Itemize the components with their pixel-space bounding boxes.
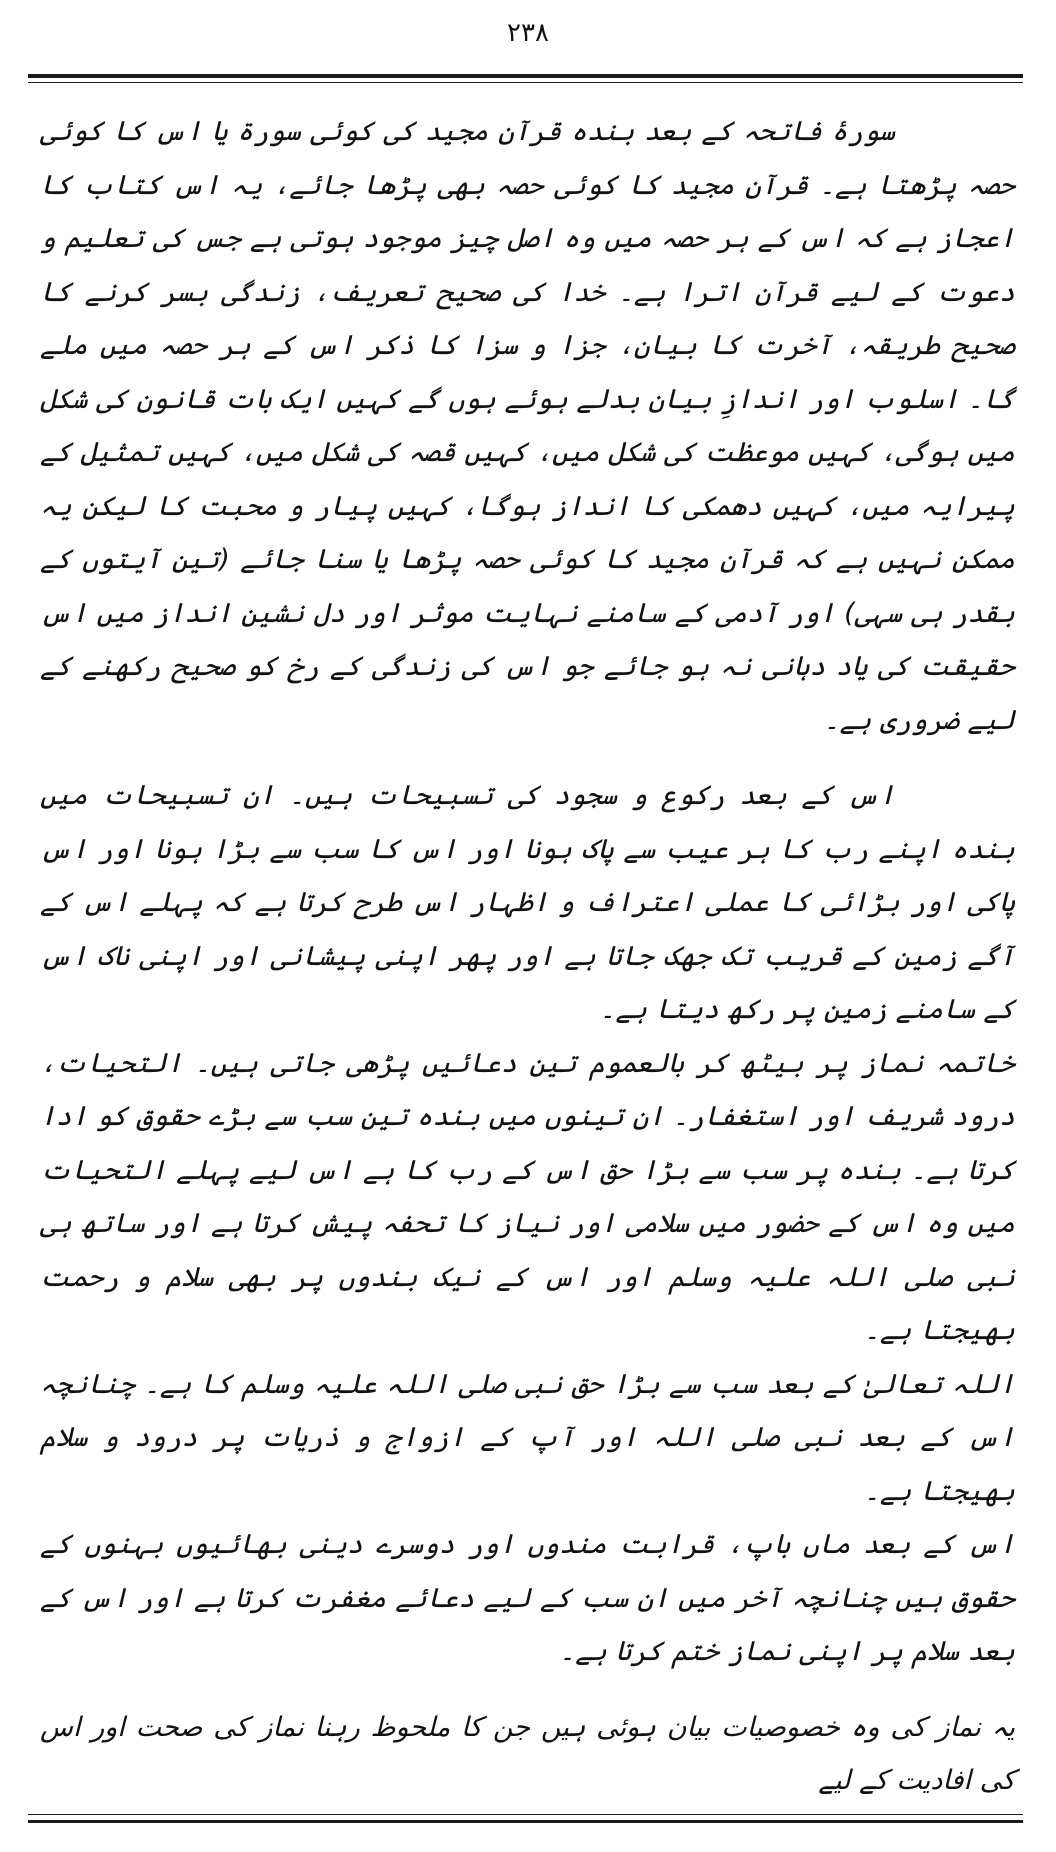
footer-rule-thin [28, 1814, 1023, 1815]
page-number: ۲۳۸ [507, 18, 549, 48]
paragraph-final-sitting: خاتمہ نماز پر بیٹھ کر بالعموم تین دعائیں پڑھی جاتی ہیں۔ التحیات، درود شریف اور استغفار۔ ان تینوں میں بندہ تین سب سے بڑے حقوق کو ادا کرتا ہے۔ بندہ پر سب سے بڑا حق اس کے رب کا ہے اس لیے پہلے التحیات میں وہ اس کے حضور میں سلامی اور نیاز کا تحفہ پیش کرتا ہے اور ساتھ ہی نبی صلی اللہ علیہ وسلم اور اس کے نیک بندوں پر بھی سلام و رحمت بھیجتا ہے۔ [40, 1047, 1015, 1346]
paragraph-ruku-sujud: اس کے بعد رکوع و سجود کی تسبیحات ہیں۔ ان تسبیحات میں بندہ اپنے رب کا ہر عیب سے پاک ہونا اور اس کا سب سے بڑا ہونا اور اس پاکی اور بڑائی کا عملی اعتراف و اظہار اس طرح کرتا ہے کہ پہلے اس کے آگے زمین کے قریب تک جھک جاتا ہے اور پھر اپنی پیشانی اور اپنی ناک اس کے سامنے زمین پر رکھ دیتا ہے۔ [40, 780, 1015, 1025]
page-body [40, 105, 1015, 1808]
paragraph-closing-line: یہ نماز کی وہ خصوصیات بیان ہوئی ہیں جن کا ملحوظ رہنا نماز کی صحت اور اس کی افادیت کے لیے [40, 1711, 1015, 1796]
footer-rule-thick [28, 1820, 1023, 1823]
header-rule-thin [28, 82, 1023, 83]
paragraph-durood: اللہ تعالیٰ کے بعد سب سے بڑا حق نبی صلی اللہ علیہ وسلم کا ہے۔ چنانچہ اس کے بعد نبی صلی اللہ اور آپ کے ازواج و ذریات پر درود و سلام بھیجتا ہے۔ [40, 1368, 1015, 1507]
paragraph-parents-rights: اس کے بعد ماں باپ، قرابت مندوں اور دوسرے دینی بھائیوں بہنوں کے حقوق ہیں چنانچہ آخر میں ان سب کے لیے دعائے مغفرت کرتا ہے اور اس کے بعد سلام پر اپنی نماز ختم کرتا ہے۔ [40, 1529, 1015, 1667]
header-rule-thick [28, 74, 1023, 78]
paragraph-quran-recitation: سورۂ فاتحہ کے بعد بندہ قرآن مجید کی کوئی سورۃ یا اس کا کوئی حصہ پڑھتا ہے۔ قرآن مجید کا کوئی حصہ بھی پڑھا جائے، یہ اس کتاب کا اعجاز ہے کہ اس کے ہر حصہ میں وہ اصل چیز موجود ہوتی ہے جس کی تعلیم و دعوت کے لیے قرآن اترا ہے۔ خدا کی صحیح تعریف، زندگی بسر کرنے کا صحیح طریقہ، آخرت کا بیان، جزا و سزا کا ذکر اس کے ہر حصہ میں ملے گا۔ اسلوب اور اندازِ بیان بدلے ہوئے ہوں گے کہیں ایک بات قانون کی شکل میں ہوگی، کہیں موعظت کی شکل میں، کہیں قصہ کی شکل میں، کہیں تمثیل کے پیرایہ میں، کہیں دھمکی کا انداز ہوگا، کہیں پیار و محبت کا لیکن یہ ممکن نہیں ہے کہ قرآن مجید کا کوئی حصہ پڑھا یا سنا جائے (تین آیتوں کے بقدر ہی سہی) اور آدمی کے سامنے نہایت موثر اور دل نشین انداز میں اس حقیقت کی یاد دہانی نہ ہو جائے جو اس کی زندگی کے رخ کو صحیح رکھنے کے لیے ضروری ہے۔ [40, 116, 1015, 736]
